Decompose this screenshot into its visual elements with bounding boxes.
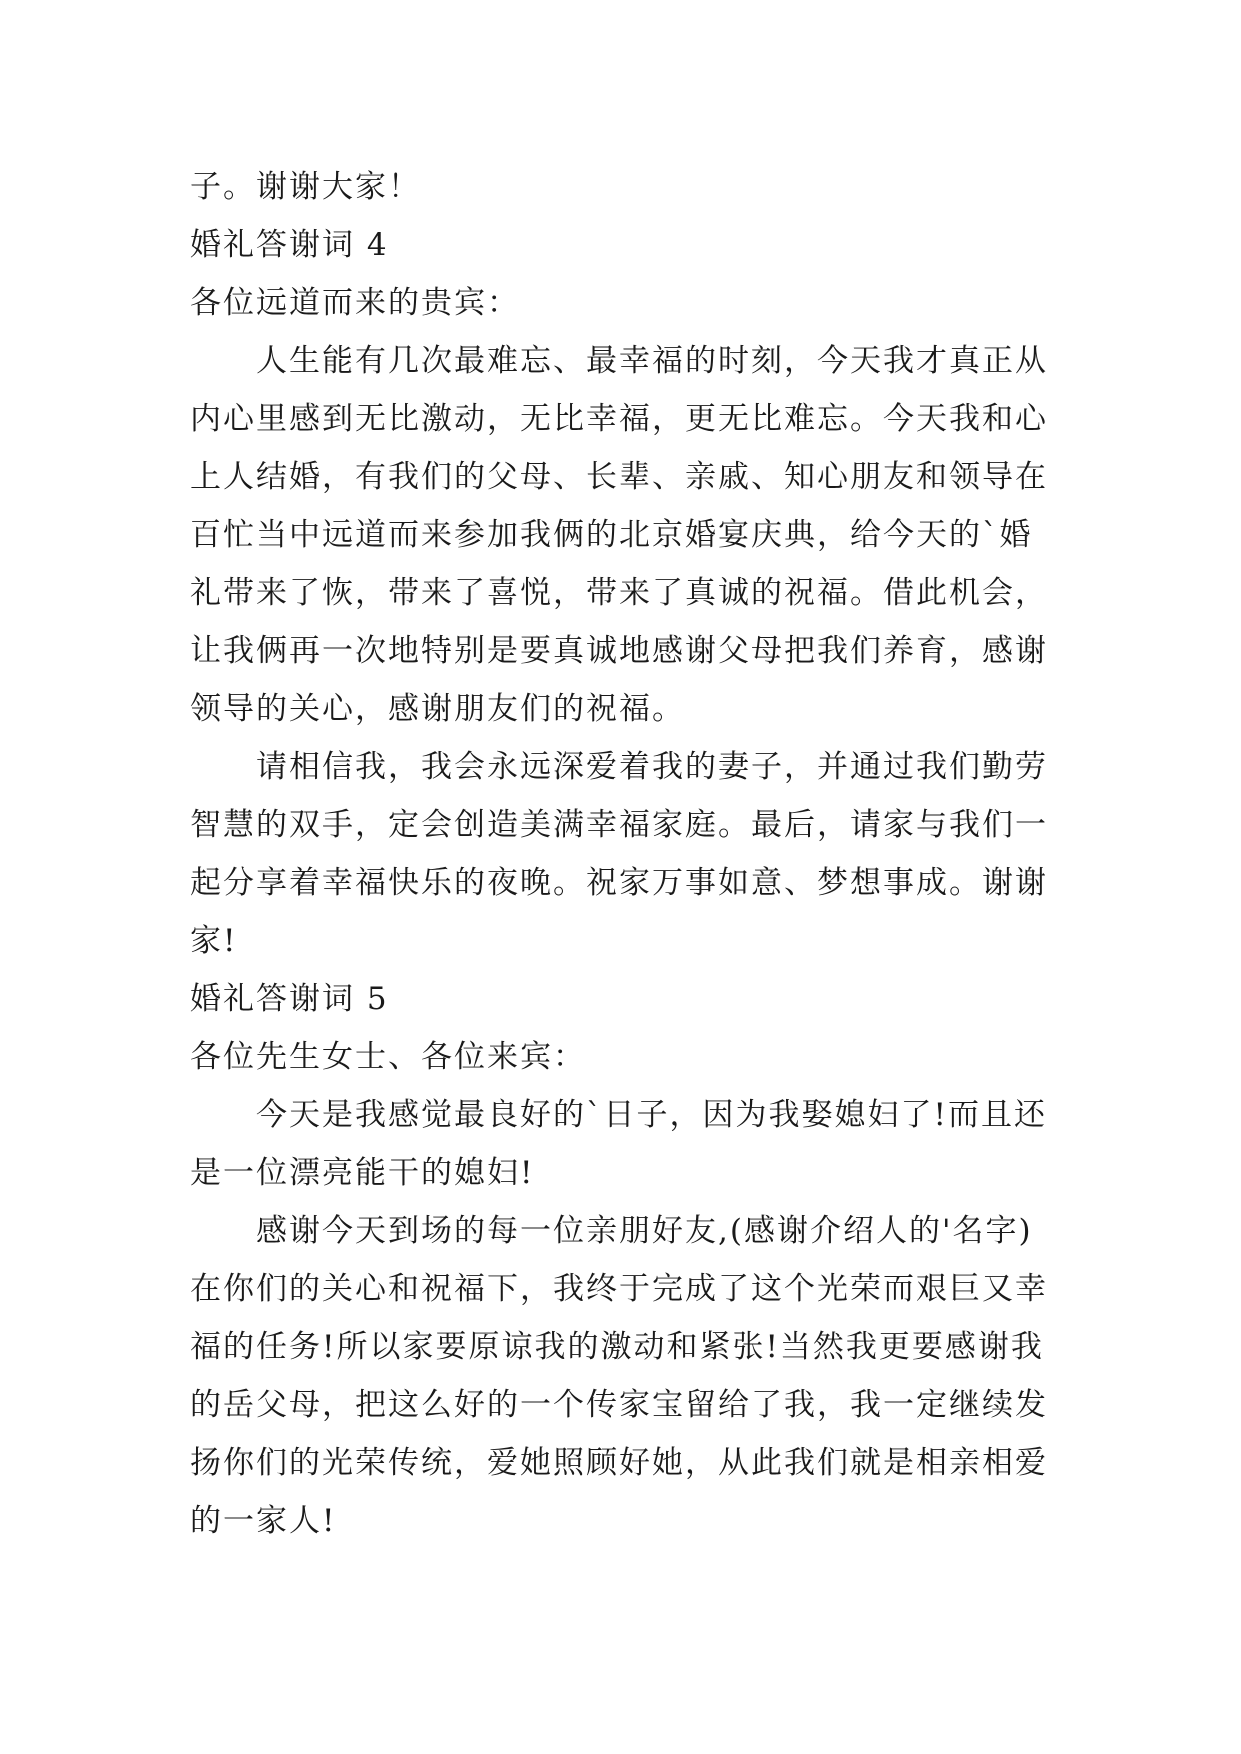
paragraph-line: 礼带来了恢，带来了喜悦，带来了真诚的祝福。借此机会， xyxy=(190,575,1048,611)
paragraph-line: 起分享着幸福快乐的夜晚。祝家万事如意、梦想事成。谢谢 xyxy=(190,865,1048,901)
paragraph-line: 让我俩再一次地特别是要真诚地感谢父母把我们养育，感谢 xyxy=(190,633,1048,669)
paragraph-line: 是一位漂亮能干的媳妇! xyxy=(190,1155,535,1191)
paragraph-line: 家! xyxy=(190,923,238,959)
paragraph-line: 百忙当中远道而来参加我俩的北京婚宴庆典，给今天的`婚 xyxy=(190,517,1033,553)
text-line: 子。谢谢大家！ xyxy=(190,169,421,205)
paragraph-line: 感谢今天到场的每一位亲朋好友,(感谢介绍人的'名字) xyxy=(256,1213,1033,1249)
document-body xyxy=(190,158,1070,1550)
salutation: 各位远道而来的贵宾： xyxy=(190,285,520,321)
section-heading: 婚礼答谢词 5 xyxy=(190,981,389,1017)
paragraph-line: 智慧的双手，定会创造美满幸福家庭。最后，请家与我们一 xyxy=(190,807,1048,843)
paragraph-line: 的岳父母，把这么好的一个传家宝留给了我，我一定继续发 xyxy=(190,1387,1048,1423)
section-heading: 婚礼答谢词 4 xyxy=(190,227,389,263)
paragraph-line: 福的任务!所以家要原谅我的激动和紧张!当然我更要感谢我 xyxy=(190,1329,1044,1365)
paragraph-line: 在你们的关心和祝福下，我终于完成了这个光荣而艰巨又幸 xyxy=(190,1271,1048,1307)
paragraph-line: 的一家人! xyxy=(190,1503,337,1539)
paragraph-line: 扬你们的光荣传统，爱她照顾好她，从此我们就是相亲相爱 xyxy=(190,1445,1048,1481)
paragraph-line: 领导的关心，感谢朋友们的祝福。 xyxy=(190,691,685,727)
salutation: 各位先生女士、各位来宾： xyxy=(190,1039,586,1075)
paragraph-line: 上人结婚，有我们的父母、长辈、亲戚、知心朋友和领导在 xyxy=(190,459,1048,495)
paragraph-line: 内心里感到无比激动，无比幸福，更无比难忘。今天我和心 xyxy=(190,401,1048,437)
paragraph-line: 今天是我感觉最良好的`日子，因为我娶媳妇了!而且还 xyxy=(256,1097,1047,1133)
paragraph-line: 请相信我，我会永远深爱着我的妻子，并通过我们勤劳 xyxy=(256,749,1048,785)
paragraph-line: 人生能有几次最难忘、最幸福的时刻，今天我才真正从 xyxy=(256,343,1048,379)
